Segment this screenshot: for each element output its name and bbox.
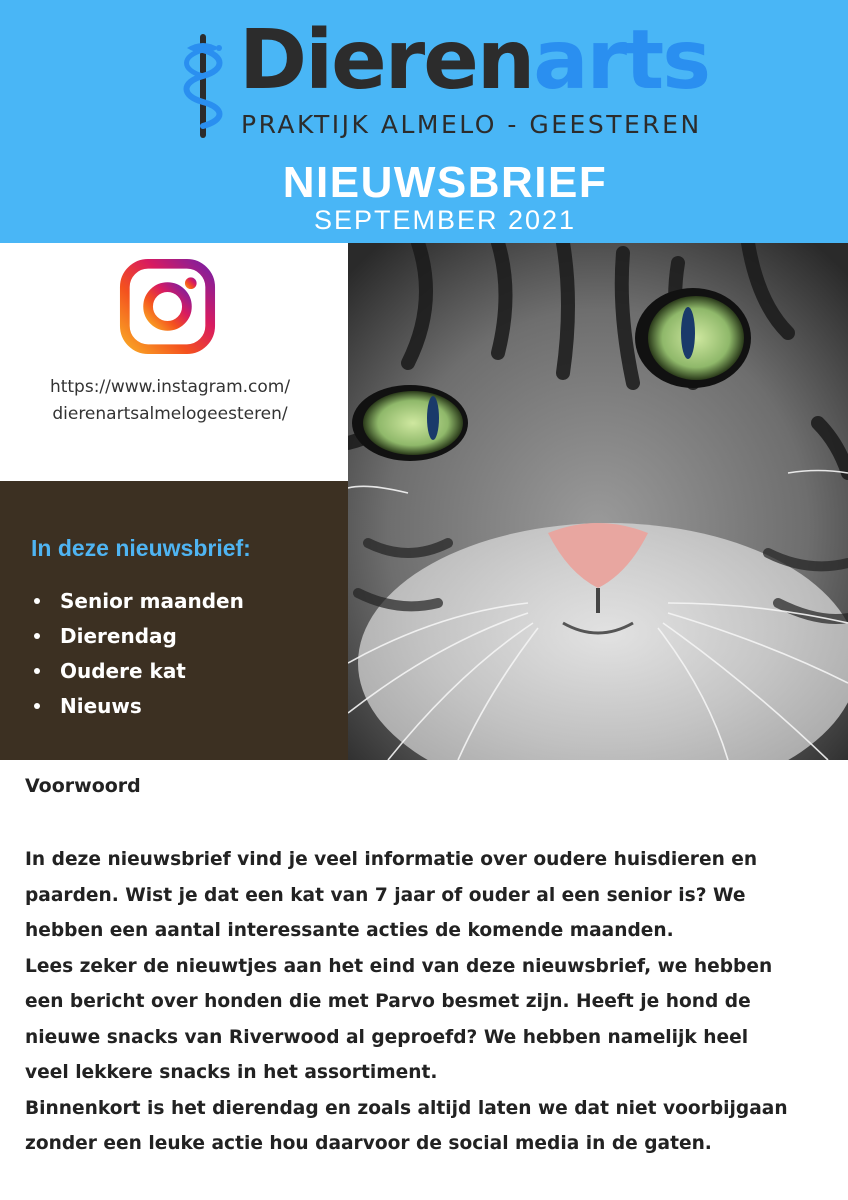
text-line: hebben een aantal interessante acties de komende maanden. (25, 920, 674, 941)
bullet-icon (34, 668, 40, 674)
contents-item-label: Nieuws (60, 694, 142, 718)
instagram-url-line2: dierenartsalmelogeesteren/ (52, 404, 288, 424)
contents-item-label: Oudere kat (60, 659, 186, 683)
header-banner (0, 0, 848, 243)
contents-item-label: Senior maanden (60, 589, 244, 613)
contents-item (34, 690, 244, 725)
instagram-icon[interactable] (119, 258, 216, 355)
text-line: nieuwe snacks van Riverwood al geproefd? We hebben namelijk heel (25, 1026, 749, 1048)
newsletter-date: SEPTEMBER 2021 (313, 205, 577, 235)
newsletter-title: NIEUWSBRIEF (282, 158, 608, 207)
text-line: zonder een leuke actie hou daarvoor de social media in de gaten. (25, 1133, 712, 1154)
text-line: In deze nieuwsbrief vind je veel informatie over oudere huisdieren en (25, 849, 758, 870)
logo-accent: arts (533, 13, 709, 108)
contents-list (34, 585, 244, 725)
logo-subtitle: PRAKTIJK ALMELO - GEESTEREN (241, 110, 702, 139)
section-heading: Voorwoord (25, 775, 141, 797)
contents-item (34, 620, 244, 655)
instagram-link[interactable] (0, 374, 340, 428)
contents-item (34, 585, 244, 620)
bullet-icon (34, 598, 40, 604)
bullet-icon (34, 633, 40, 639)
contents-item-label: Dierendag (60, 624, 177, 648)
clinic-logo (173, 13, 709, 143)
intro-text (25, 842, 825, 1162)
bullet-icon (34, 703, 40, 709)
cat-face-illustration (348, 243, 848, 760)
logo-wordmark (239, 13, 709, 108)
text-line: Lees zeker de nieuwtjes aan het eind van deze nieuwsbrief, we hebben (25, 955, 773, 977)
caduceus-icon (173, 32, 233, 140)
text-line: paarden. Wist je dat een kat van 7 jaar of ouder al een senior is? We (25, 884, 746, 906)
text-line: Binnenkort is het dierendag en zoals altijd laten we dat niet voorbijgaan (25, 1097, 788, 1119)
instagram-url-line1: https://www.instagram.com/ (49, 377, 291, 397)
logo-main: Dieren (239, 13, 534, 108)
cat-photo (348, 243, 848, 760)
text-line: veel lekkere snacks in het assortiment. (25, 1062, 438, 1083)
contents-title: In deze nieuwsbrief: (31, 535, 251, 561)
text-line: een bericht over honden die met Parvo besmet zijn. Heeft je hond de (25, 991, 751, 1012)
contents-item (34, 655, 244, 690)
